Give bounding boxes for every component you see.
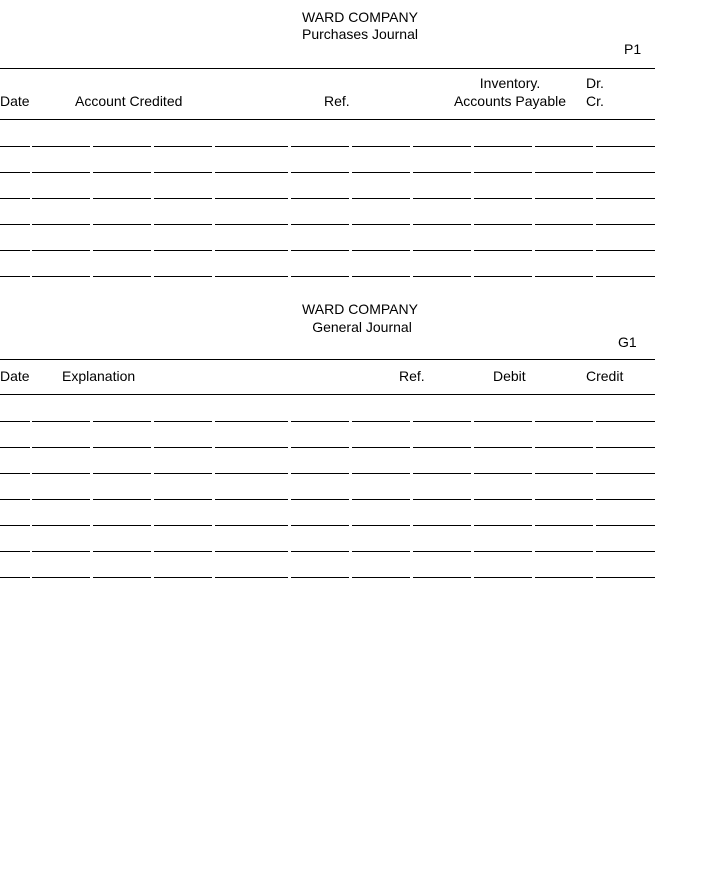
entry-line-segment [413, 551, 471, 552]
entry-line-segment [93, 447, 151, 448]
entry-line-segment [352, 146, 410, 147]
entry-line-segment [413, 146, 471, 147]
entry-line-segment [413, 577, 471, 578]
entry-line-segment [215, 577, 288, 578]
entry-line-segment [474, 276, 532, 277]
entry-line-segment [154, 421, 212, 422]
entry-line-segment [535, 551, 593, 552]
entry-line-segment [0, 198, 30, 199]
entry-line-segment [93, 172, 151, 173]
entry-line-segment [413, 250, 471, 251]
entry-line-segment [154, 499, 212, 500]
entry-line-segment [0, 551, 30, 552]
general-header-date: Date [0, 368, 30, 384]
entry-line-segment [32, 577, 90, 578]
general-header-debit: Debit [493, 368, 526, 384]
entry-line-segment [291, 146, 349, 147]
entry-line-segment [352, 276, 410, 277]
entry-line-segment [474, 224, 532, 225]
entry-line-segment [32, 421, 90, 422]
entry-line-segment [32, 172, 90, 173]
entry-line-segment [0, 447, 30, 448]
entry-line-segment [215, 551, 288, 552]
entry-line-segment [474, 525, 532, 526]
entry-line-segment [291, 525, 349, 526]
entry-line-segment [154, 172, 212, 173]
entry-line-segment [352, 198, 410, 199]
entry-line-segment [596, 224, 655, 225]
entry-line-segment [474, 250, 532, 251]
purchases-header-dr: Dr. [586, 75, 604, 91]
purchases-page-ref: P1 [624, 41, 642, 57]
entry-line-segment [215, 146, 288, 147]
entry-line-segment [596, 551, 655, 552]
entry-line-segment [352, 447, 410, 448]
entry-line-segment [413, 224, 471, 225]
entry-line-segment [474, 447, 532, 448]
entry-line-segment [215, 473, 288, 474]
entry-line-segment [93, 473, 151, 474]
entry-line-segment [291, 499, 349, 500]
entry-line-segment [535, 224, 593, 225]
entry-line-segment [215, 499, 288, 500]
entry-line-segment [474, 146, 532, 147]
general-company-name: WARD COMPANY [302, 301, 418, 317]
entry-line-segment [0, 421, 30, 422]
entry-line-segment [413, 473, 471, 474]
entry-line-segment [291, 577, 349, 578]
entry-line-segment [0, 224, 30, 225]
entry-line-segment [93, 499, 151, 500]
entry-line-segment [291, 447, 349, 448]
entry-line-segment [352, 172, 410, 173]
entry-line-segment [0, 577, 30, 578]
entry-line-segment [535, 499, 593, 500]
general-header-top-line [0, 359, 655, 360]
entry-line-segment [291, 198, 349, 199]
entry-line-segment [32, 525, 90, 526]
entry-line-segment [215, 198, 288, 199]
entry-line-segment [535, 198, 593, 199]
entry-line-segment [154, 577, 212, 578]
entry-line-segment [291, 172, 349, 173]
general-header-explanation: Explanation [62, 368, 136, 384]
entry-line-segment [535, 421, 593, 422]
entry-line-segment [215, 525, 288, 526]
entry-line-segment [215, 421, 288, 422]
entry-line-segment [154, 224, 212, 225]
entry-line-segment [93, 250, 151, 251]
purchases-header-cr: Cr. [586, 93, 604, 109]
entry-line-segment [352, 577, 410, 578]
entry-line-segment [596, 499, 655, 500]
entry-line-segment [596, 146, 655, 147]
entry-line-segment [596, 198, 655, 199]
purchases-header-top-line [0, 68, 655, 69]
purchases-header-accounts-payable: Accounts Payable [453, 93, 567, 109]
entry-line-segment [413, 172, 471, 173]
purchases-header-inventory: Inventory. [479, 75, 541, 91]
entry-line-segment [93, 551, 151, 552]
entry-line-segment [154, 198, 212, 199]
entry-line-segment [535, 577, 593, 578]
entry-line-segment [32, 499, 90, 500]
entry-line-segment [535, 525, 593, 526]
entry-line-segment [596, 473, 655, 474]
entry-line-segment [154, 447, 212, 448]
entry-line-segment [154, 146, 212, 147]
purchases-journal-title: Purchases Journal [302, 26, 418, 42]
entry-line-segment [32, 473, 90, 474]
entry-line-segment [93, 146, 151, 147]
entry-line-segment [474, 421, 532, 422]
entry-line-segment [32, 447, 90, 448]
entry-line-segment [596, 172, 655, 173]
entry-line-segment [413, 525, 471, 526]
entry-line-segment [535, 250, 593, 251]
entry-line-segment [596, 525, 655, 526]
entry-line-segment [352, 551, 410, 552]
entry-line-segment [32, 224, 90, 225]
entry-line-segment [291, 250, 349, 251]
entry-line-segment [352, 421, 410, 422]
entry-line-segment [215, 447, 288, 448]
general-header-ref: Ref. [399, 368, 425, 384]
entry-line-segment [32, 198, 90, 199]
entry-line-segment [474, 577, 532, 578]
entry-line-segment [32, 276, 90, 277]
general-header-bottom-line [0, 394, 655, 395]
purchases-company-name: WARD COMPANY [302, 9, 418, 25]
general-journal-title: General Journal [312, 319, 412, 335]
entry-line-segment [474, 198, 532, 199]
entry-line-segment [596, 421, 655, 422]
entry-line-segment [0, 172, 30, 173]
entry-line-segment [154, 250, 212, 251]
entry-line-segment [474, 172, 532, 173]
entry-line-segment [32, 551, 90, 552]
entry-line-segment [352, 250, 410, 251]
entry-line-segment [291, 224, 349, 225]
entry-line-segment [535, 172, 593, 173]
entry-line-segment [215, 224, 288, 225]
entry-line-segment [32, 250, 90, 251]
entry-line-segment [291, 421, 349, 422]
entry-line-segment [93, 577, 151, 578]
entry-line-segment [596, 447, 655, 448]
entry-line-segment [535, 276, 593, 277]
entry-line-segment [413, 447, 471, 448]
entry-line-segment [535, 447, 593, 448]
entry-line-segment [32, 146, 90, 147]
entry-line-segment [154, 276, 212, 277]
entry-line-segment [352, 499, 410, 500]
entry-line-segment [93, 525, 151, 526]
entry-line-segment [154, 551, 212, 552]
entry-line-segment [413, 276, 471, 277]
entry-line-segment [0, 146, 30, 147]
entry-line-segment [474, 551, 532, 552]
entry-line-segment [0, 473, 30, 474]
entry-line-segment [352, 473, 410, 474]
entry-line-segment [474, 473, 532, 474]
purchases-header-ref: Ref. [324, 93, 350, 109]
entry-line-segment [215, 250, 288, 251]
entry-line-segment [596, 250, 655, 251]
purchases-header-account-credited: Account Credited [75, 93, 183, 109]
entry-line-segment [474, 499, 532, 500]
entry-line-segment [93, 276, 151, 277]
entry-line-segment [154, 473, 212, 474]
entry-line-segment [93, 421, 151, 422]
general-page-ref: G1 [618, 334, 637, 350]
entry-line-segment [291, 473, 349, 474]
entry-line-segment [535, 146, 593, 147]
entry-line-segment [0, 525, 30, 526]
entry-line-segment [93, 224, 151, 225]
entry-line-segment [215, 172, 288, 173]
entry-line-segment [413, 499, 471, 500]
entry-line-segment [0, 250, 30, 251]
entry-line-segment [154, 525, 212, 526]
entry-line-segment [291, 276, 349, 277]
entry-line-segment [0, 499, 30, 500]
entry-line-segment [596, 577, 655, 578]
entry-line-segment [352, 224, 410, 225]
entry-line-segment [596, 276, 655, 277]
general-header-credit: Credit [586, 368, 624, 384]
entry-line-segment [215, 276, 288, 277]
entry-line-segment [93, 198, 151, 199]
entry-line-segment [291, 551, 349, 552]
entry-line-segment [352, 525, 410, 526]
entry-line-segment [535, 473, 593, 474]
entry-line-segment [0, 276, 30, 277]
purchases-header-date: Date [0, 93, 30, 109]
entry-line-segment [413, 421, 471, 422]
purchases-header-bottom-line [0, 119, 655, 120]
entry-line-segment [413, 198, 471, 199]
